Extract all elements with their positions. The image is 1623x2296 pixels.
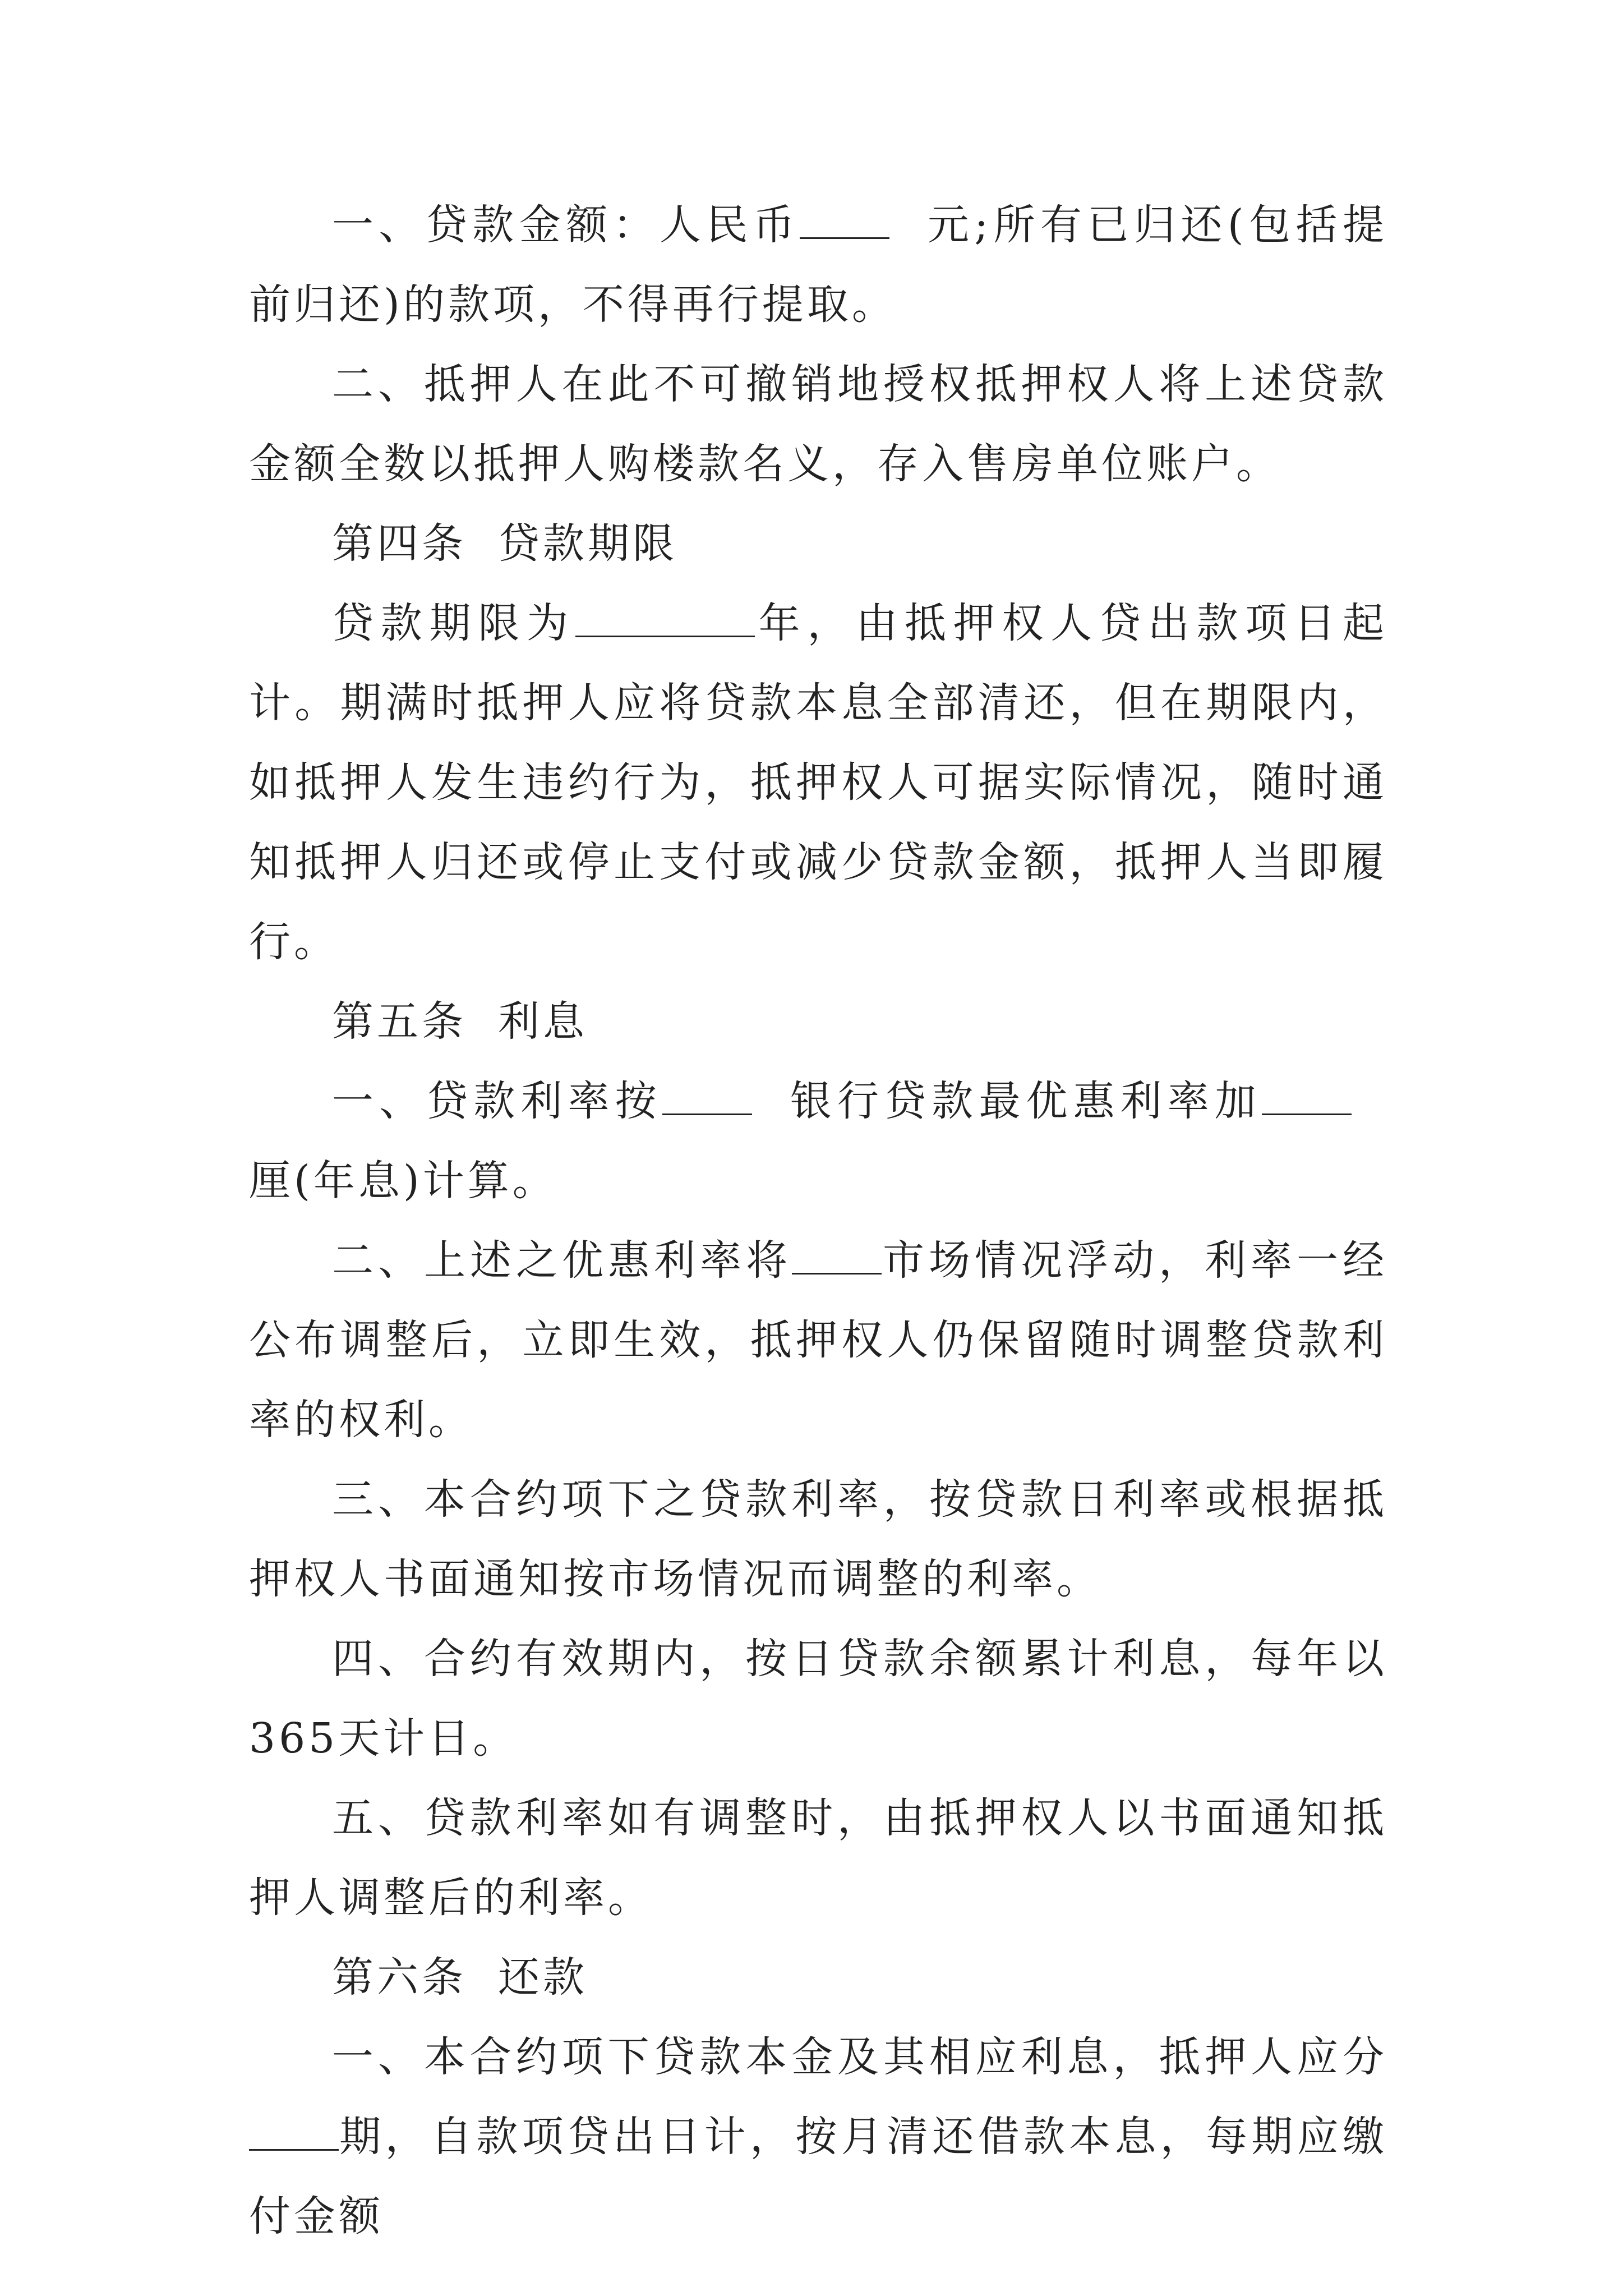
document-page bbox=[249, 185, 1387, 2256]
article-heading-4: 第四条 贷款期限 bbox=[332, 519, 677, 568]
blank-field bbox=[249, 2114, 339, 2151]
paragraph-rate-notice: 五、贷款利率如有调整时，由抵押权人以书面通知抵押人调整后的利率。 bbox=[249, 1794, 1387, 1922]
paragraph-floating-rate: 二、上述之优惠利率将 市场情况浮动，利率一经公布调整后，立即生效，抵押权人仍保留随时调整贷款利率的权利。 bbox=[249, 1236, 1387, 1444]
paragraph-interest-rate: 一、贷款利率按 银行贷款最优惠利率加厘(年息)计算。 bbox=[249, 1061, 1387, 1221]
blank-field bbox=[575, 600, 755, 637]
paragraph-repayment: 一、本合约项下贷款本金及其相应利息，抵押人应分期，自款项贷出日计，按月清还借款本息，每期应缴付金额 bbox=[249, 2033, 1387, 2240]
paragraph-daily-interest: 四、合约有效期内，按日贷款余额累计利息，每年以365天计日。 bbox=[249, 1635, 1387, 1763]
article-heading-5: 第五条 利息 bbox=[332, 997, 588, 1046]
blank-field bbox=[800, 202, 889, 239]
blank-field bbox=[792, 1237, 882, 1274]
paragraph-loan-amount: 一、贷款金额：人民币 元;所有已归还(包括提前归还)的款项，不得再行提取。 bbox=[249, 201, 1387, 329]
article-heading-6: 第六条 还款 bbox=[332, 1953, 588, 2001]
paragraph-loan-term: 贷款期限为 年，由抵押权人贷出款项日起计。期满时抵押人应将贷款本息全部清还，但在期限内，如抵押人发生违约行为，抵押权人可据实际情况，随时通知抵押人归还或停止支付或减少贷款金额，抵押人当即履行。 bbox=[249, 599, 1388, 966]
paragraph-authorization: 二、抵押人在此不可撤销地授权抵押权人将上述贷款金额全数以抵押人购楼款名义，存入售房单位账户。 bbox=[249, 360, 1387, 488]
paragraph-rate-adjustment: 三、本合约项下之贷款利率，按贷款日利率或根据抵押权人书面通知按市场情况而调整的利率。 bbox=[249, 1475, 1387, 1603]
blank-field bbox=[662, 1078, 752, 1115]
blank-field bbox=[1262, 1078, 1352, 1115]
